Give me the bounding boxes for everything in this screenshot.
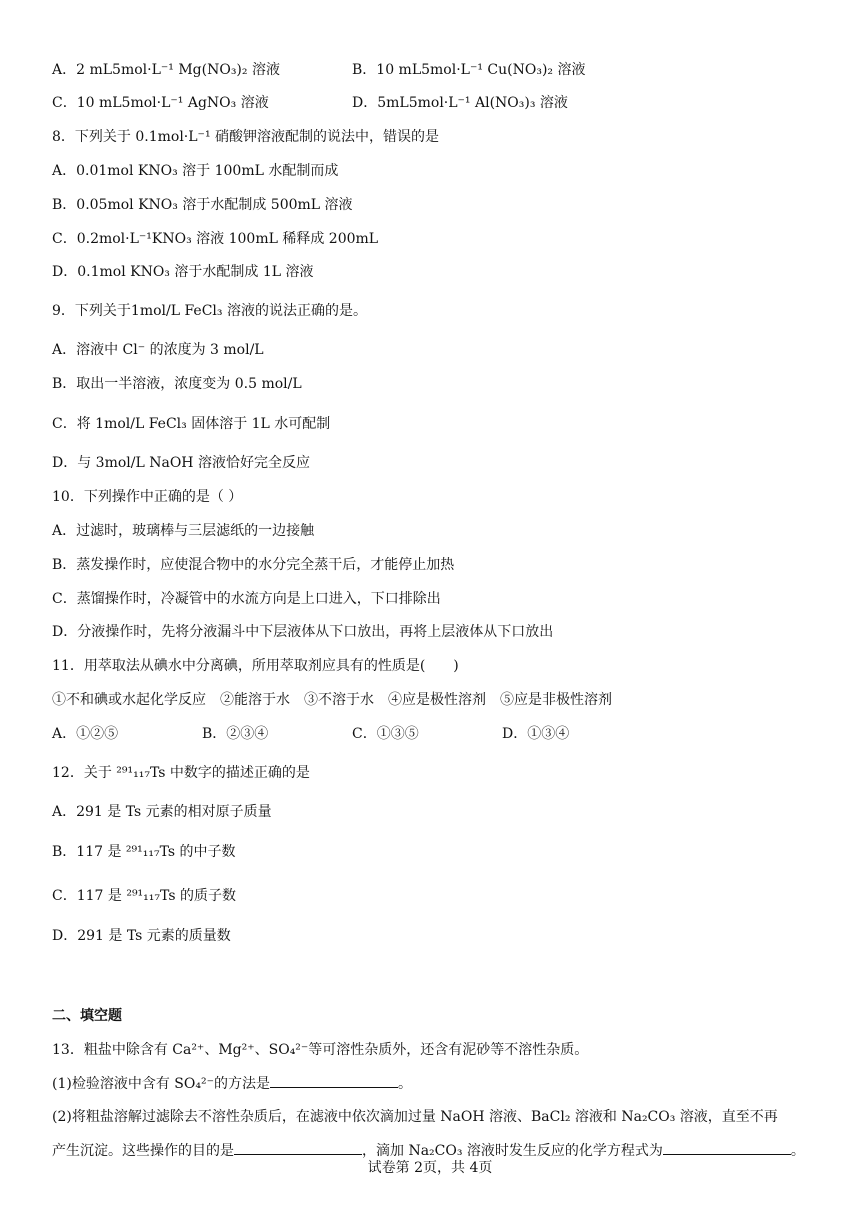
answer-blank[interactable] [270,1073,398,1088]
q12-option-c: C．117 是 ²⁹¹₁₁₇Ts 的质子数 [52,888,236,904]
q8-option-d: D．0.1mol KNO₃ 溶于水配制成 1L 溶液 [52,264,314,280]
q10-option-b: B．蒸发操作时，应使混合物中的水分完全蒸干后，才能停止加热 [52,557,455,573]
q8-stem: 8．下列关于 0.1mol·L⁻¹ 硝酸钾溶液配制的说法中，错误的是 [52,129,440,145]
q12-option-a: A．291 是 Ts 元素的相对原子质量 [52,804,272,820]
q11-properties: ①不和碘或水起化学反应 ②能溶于水 ③不溶于水 ④应是极性溶剂 ⑤应是非极性溶剂 [52,692,612,708]
q10-stem: 10．下列操作中正确的是（ ） [52,489,243,505]
q13-part1 [52,1073,412,1094]
q8-option-a: A．0.01mol KNO₃ 溶于 100mL 水配制而成 [52,163,339,179]
q10-option-d: D．分液操作时，先将分液漏斗中下层液体从下口放出，再将上层液体从下口放出 [52,624,554,640]
answer-blank[interactable] [234,1140,362,1155]
q12-option-b: B．117 是 ²⁹¹₁₁₇Ts 的中子数 [52,844,236,860]
q13-part2-text-b: ，滴加 Na₂CO₃ 溶液时发生反应的化学方程式为 [362,1143,663,1159]
q13-part2-text-c: 。 [790,1143,805,1159]
q7-option-d: D．5mL5mol·L⁻¹ Al(NO₃)₃ 溶液 [352,95,568,111]
q13-part1-end: 。 [397,1076,412,1092]
q11-option-d: D．①③④ [502,726,570,742]
q13-part2-line1: (2)将粗盐溶解过滤除去不溶性杂质后，在滤液中依次滴加过量 NaOH 溶液、BaCl₂ 溶液和 Na₂CO₃ 溶液，直至不再 [52,1109,778,1125]
q13-stem: 13．粗盐中除含有 Ca²⁺、Mg²⁺、SO₄²⁻等可溶性杂质外，还含有泥砂等不溶性杂质。 [52,1042,589,1058]
q7-option-a: A．2 mL5mol·L⁻¹ Mg(NO₃)₂ 溶液 [52,62,280,78]
q9-option-a: A．溶液中 Cl⁻ 的浓度为 3 mol/L [52,342,264,358]
q9-option-b: B．取出一半溶液，浓度变为 0.5 mol/L [52,376,302,392]
q9-option-d: D．与 3mol/L NaOH 溶液恰好完全反应 [52,455,310,471]
q11-option-c: C．①③⑤ [352,726,419,742]
q11-option-a: A．①②⑤ [52,726,119,742]
q11-option-b: B．②③④ [202,726,269,742]
q12-option-d: D．291 是 Ts 元素的质量数 [52,928,231,944]
q10-option-a: A．过滤时，玻璃棒与三层滤纸的一边接触 [52,523,315,539]
page-footer: 试卷第 2页，共 4页 [367,1160,493,1176]
answer-blank[interactable] [663,1140,791,1155]
section-title: 二、填空题 [52,1008,122,1024]
q8-option-b: B．0.05mol KNO₃ 溶于水配制成 500mL 溶液 [52,197,353,213]
q7-option-c: C．10 mL5mol·L⁻¹ AgNO₃ 溶液 [52,95,269,111]
q13-part2-text-a: 产生沉淀。这些操作的目的是 [52,1143,234,1159]
q8-option-c: C．0.2mol·L⁻¹KNO₃ 溶液 100mL 稀释成 200mL [52,231,379,247]
q11-stem: 11．用萃取法从碘水中分离碘，所用萃取剂应具有的性质是( ) [52,658,459,674]
q10-option-c: C．蒸馏操作时，冷凝管中的水流方向是上口进入，下口排除出 [52,591,441,607]
q9-option-c: C．将 1mol/L FeCl₃ 固体溶于 1L 水可配制 [52,416,331,432]
q13-part1-text: (1)检验溶液中含有 SO₄²⁻的方法是 [52,1076,270,1092]
q12-stem: 12．关于 ²⁹¹₁₁₇Ts 中数字的描述正确的是 [52,765,310,781]
q9-stem: 9．下列关于1mol/L FeCl₃ 溶液的说法正确的是。 [52,303,367,319]
q7-option-b: B．10 mL5mol·L⁻¹ Cu(NO₃)₂ 溶液 [352,62,586,78]
